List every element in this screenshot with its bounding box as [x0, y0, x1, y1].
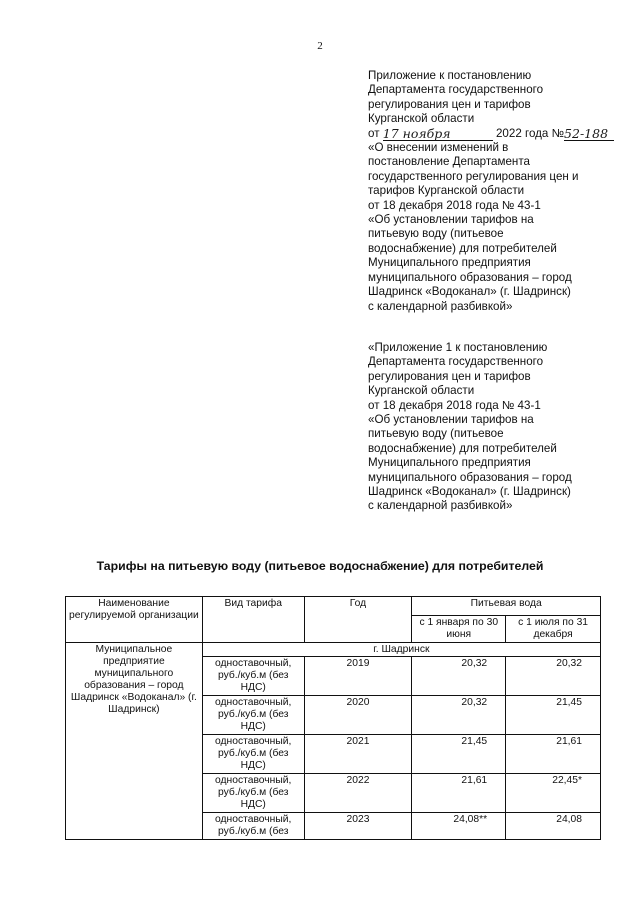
- org-name-cell: Муниципальное предприятие муниципального образования – город Шадринск «Водоканал» (г. Шадринск): [66, 643, 203, 840]
- tariff-type-cell: одноставочный, руб./куб.м (без НДС): [202, 696, 304, 735]
- value-h2-cell: 24,08: [506, 813, 601, 840]
- table-header-row: [66, 597, 601, 616]
- appendix-line: водоснабжение) для потребителей: [368, 241, 557, 255]
- appendix-line: Шадринск «Водоканал» (г. Шадринск): [368, 285, 571, 299]
- appendix-line: Муниципального предприятия: [368, 256, 531, 270]
- appendix-line: питьевую воду (питьевое: [368, 227, 504, 241]
- year-text: 2022 года №: [495, 126, 565, 140]
- table-title: Тарифы на питьевую воду (питьевое водоснабжение) для потребителей: [96, 559, 544, 573]
- appendix1-line: Шадринск «Водоканал» (г. Шадринск): [368, 485, 571, 499]
- tariff-type-cell: одноставочный, руб./куб.м (без НДС): [202, 735, 304, 774]
- year-cell: 2021: [304, 735, 412, 774]
- header-type: Вид тарифа: [202, 597, 304, 643]
- appendix-line: «Об установлении тарифов на: [368, 213, 534, 227]
- tariff-type-cell: одноставочный, руб./куб.м (без: [202, 813, 304, 840]
- appendix1-line: Муниципального предприятия: [368, 456, 531, 470]
- city-cell: г. Шадринск: [202, 643, 600, 657]
- date-prefix: от: [368, 126, 380, 140]
- value-h1-cell: 20,32: [412, 696, 506, 735]
- appendix1-line: с календарной разбивкой»: [368, 499, 513, 513]
- year-cell: 2019: [304, 657, 412, 696]
- appendix1-line: «Об установлении тарифов на: [368, 413, 534, 427]
- year-cell: 2023: [304, 813, 412, 840]
- appendix1-line: Курганской области: [368, 384, 475, 398]
- tariff-table: [65, 596, 601, 840]
- value-h1-cell: 21,45: [412, 735, 506, 774]
- header-water: Питьевая вода: [412, 597, 601, 616]
- value-h2-cell: 20,32: [506, 657, 601, 696]
- header-org: Наименование регулируемой организации: [66, 597, 203, 643]
- handwritten-number: 52-188: [564, 126, 609, 142]
- page-number: 2: [317, 40, 323, 52]
- appendix-line: регулирования цен и тарифов: [368, 97, 531, 111]
- appendix-line: постановление Департамента: [368, 155, 530, 169]
- value-h1-cell: 20,32: [412, 657, 506, 696]
- appendix-line: муниципального образования – город: [368, 270, 572, 284]
- handwritten-date: 17 ноября: [382, 126, 451, 142]
- tariff-type-cell: одноставочный, руб./куб.м (без НДС): [202, 774, 304, 813]
- appendix-line: Курганской области: [368, 112, 475, 126]
- header-year: Год: [304, 597, 412, 643]
- year-cell: 2022: [304, 774, 412, 813]
- header-period2: с 1 июля по 31 декабря: [506, 616, 601, 643]
- tariff-type-cell: одноставочный, руб./куб.м (без НДС): [202, 657, 304, 696]
- appendix-header: [368, 69, 630, 314]
- value-h2-cell: 21,61: [506, 735, 601, 774]
- appendix1-line: водоснабжение) для потребителей: [368, 441, 557, 455]
- appendix1-header: [368, 341, 630, 514]
- appendix1-line: регулирования цен и тарифов: [368, 369, 531, 383]
- date-underline: [383, 127, 493, 141]
- appendix-line: с календарной разбивкой»: [368, 299, 513, 313]
- appendix1-line: «Приложение 1 к постановлению: [368, 341, 548, 354]
- table-city-row: [66, 643, 601, 657]
- appendix-line: тарифов Курганской области: [368, 184, 525, 198]
- value-h1-cell: 21,61: [412, 774, 506, 813]
- appendix-line: Приложение к постановлению: [368, 69, 532, 82]
- number-underline: [564, 127, 614, 141]
- appendix1-line: муниципального образования – город: [368, 470, 572, 484]
- appendix-line: государственного регулирования цен и: [368, 169, 579, 183]
- year-cell: 2020: [304, 696, 412, 735]
- appendix-date-line: [368, 127, 630, 141]
- appendix1-line: питьевую воду (питьевое: [368, 427, 504, 441]
- value-h2-cell: 22,45*: [506, 774, 601, 813]
- appendix1-line: Департамента государственного: [368, 355, 544, 369]
- header-period1: с 1 января по 30 июня: [412, 616, 506, 643]
- appendix-line: Департамента государственного: [368, 83, 544, 97]
- value-h1-cell: 24,08**: [412, 813, 506, 840]
- value-h2-cell: 21,45: [506, 696, 601, 735]
- appendix-line: «О внесении изменений в: [368, 141, 509, 155]
- appendix-line: от 18 декабря 2018 года № 43-1: [368, 198, 541, 212]
- appendix1-line: от 18 декабря 2018 года № 43-1: [368, 398, 541, 412]
